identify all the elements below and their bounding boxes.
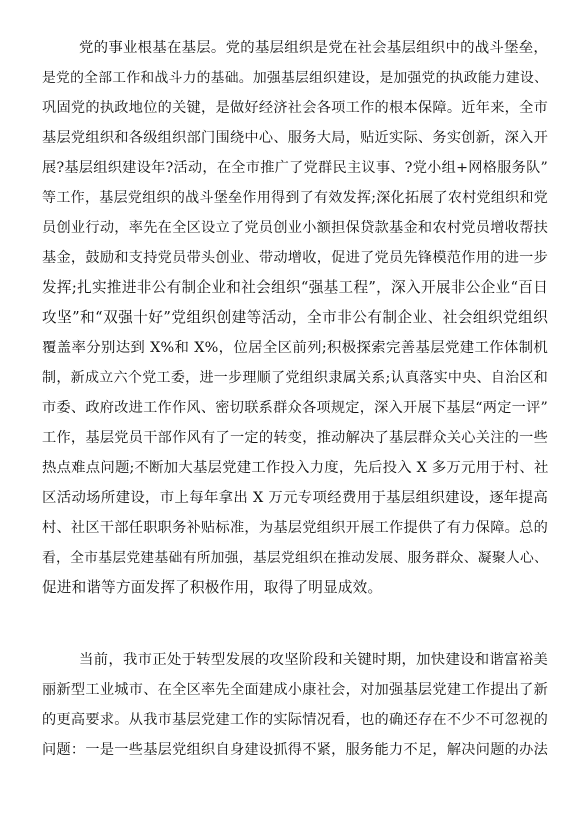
text-line: 员创业行动，率先在全区设立了党员创业小额担保贷款基金和农村党员增收帮扶 — [42, 220, 548, 236]
text-line: 攻坚”和“双强十好”党组织创建等活动，全市非公有制企业、社会组织党组织 — [42, 309, 548, 326]
text-line: 村、社区干部任职职务补贴标准，为基层党组织开展工作提供了有力保障。总的 — [42, 520, 548, 536]
text-line: 覆盖率分别达到 X%和 X%，位居全区前列;积极探索完善基层党建工作体制机 — [42, 340, 548, 356]
text-line: 是党的全部工作和战斗力的基础。加强基层组织建设，是加强党的执政能力建设、 — [42, 70, 548, 86]
text-line: 的更高要求。从我市基层党建工作的实际情况看，也的确还存在不少不可忽视的 — [42, 712, 548, 728]
text-line: 发挥;扎实推进非公有制企业和社会组织“强基工程”，深入开展非公企业“百日 — [42, 279, 548, 296]
text-line: 市委、政府改进工作作风、密切联系群众各项规定，深入开展下基层“两定一评” — [42, 400, 548, 416]
text-line: 工作，基层党员干部作风有了一定的转变，推动解决了基层群众关心关注的一些 — [42, 430, 548, 446]
text-line: 丽新型工业城市、在全区率先全面建成小康社会，对加强基层党建工作提出了新 — [42, 682, 548, 698]
text-line: 当前，我市正处于转型发展的攻坚阶段和关键时期，加快建设和谐富裕美 — [79, 652, 548, 668]
text-line: 制，新成立六个党工委，进一步理顺了党组织隶属关系;认真落实中央、自治区和 — [42, 370, 548, 386]
text-line: 促进和谐等方面发挥了积极作用，取得了明显成效。 — [42, 579, 383, 596]
text-line: 看，全市基层党建基础有所加强，基层党组织在推动发展、服务群众、凝聚人心、 — [42, 550, 548, 566]
text-line: 区活动场所建设，市上每年拿出 X 万元专项经费用于基层组织建设，逐年提高 — [42, 490, 548, 506]
text-line: 等工作，基层党组织的战斗堡垒作用得到了有效发挥;深化拓展了农村党组织和党 — [42, 190, 548, 206]
text-line: 党的事业根基在基层。党的基层组织是党在社会基层组织中的战斗堡垒， — [79, 40, 548, 56]
text-line: 巩固党的执政地位的关键，是做好经济社会各项工作的根本保障。近年来，全市 — [42, 100, 548, 116]
text-line: 问题：一是一些基层党组织自身建设抓得不紧，服务能力不足，解决问题的办法 — [42, 742, 548, 758]
text-line: 基金，鼓励和支持党员带头创业、带动增收，促进了党员先锋模范作用的进一步 — [42, 250, 548, 266]
text-line: 基层党组织和各级组织部门围绕中心、服务大局，贴近实际、务实创新，深入开 — [42, 130, 548, 146]
text-line: 展?基层组织建设年?活动，在全市推广了党群民主议事、?党小组+网格服务队” — [42, 160, 548, 176]
text-line: 热点难点问题;不断加大基层党建工作投入力度，先后投入 X 多万元用于村、社 — [42, 460, 549, 476]
